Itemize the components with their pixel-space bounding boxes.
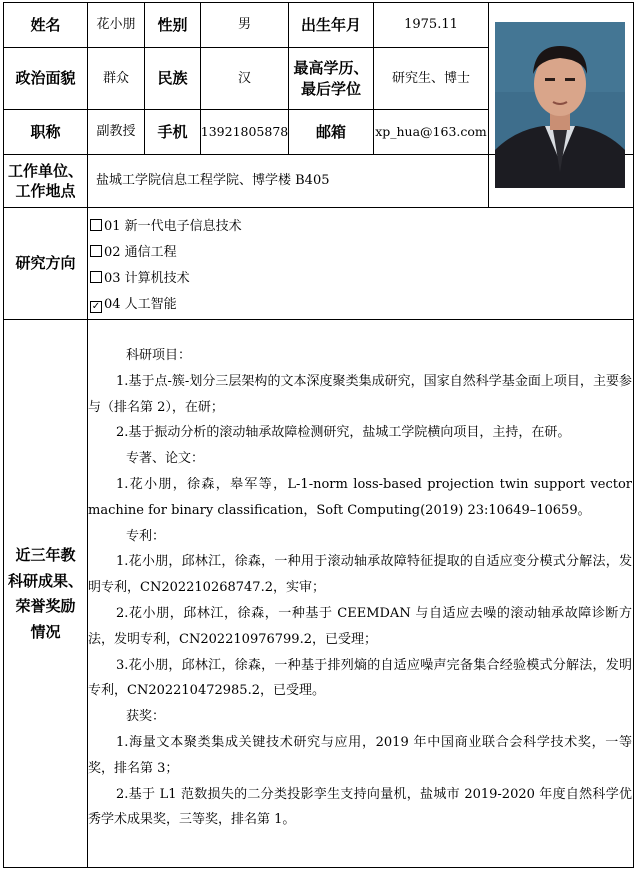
awards-heading: 获奖： [126,709,166,725]
research-item-2 [90,241,177,260]
patent-item: 3.花小朋，邱林江，徐森，一种基于排列熵的自适应噪声完备集合经验模式分解法，发明专利，CN202210472985.2，已受理。 [88,657,632,699]
award-item: 2.基于 L1 范数损失的二分类投影孪生支持向量机，盐城市 2019-2020 年度自然科学优秀学术成果奖，三等奖，排名第 1。 [88,786,632,828]
project-item: 2.基于振动分析的滚动轴承故障检测研究，盐城工学院横向项目，主持，在研。 [116,425,571,441]
portrait-photo [495,22,625,188]
politics-value: 群众 [102,70,129,86]
research-item-4 [90,293,177,313]
research-item-1 [90,215,242,234]
degree-label [289,48,373,109]
projects-heading: 科研项目： [126,348,192,363]
email-label: 邮箱 [315,122,346,141]
row-divider [3,207,634,208]
ethnicity-value: 汉 [237,70,251,86]
research-item-3 [90,267,190,286]
ethnicity-label: 民族 [157,69,188,88]
checked-checkbox-icon: ✓ [91,301,101,312]
birth-label: 出生年月 [300,15,361,34]
checkbox-icon [90,245,102,257]
workplace-label [4,155,87,207]
achievements-label-line4: 情况 [30,622,61,641]
award-item: 1.海量文本聚类集成关键技术研究与应用，2019 年中国商业联合会科学技术奖，一等奖，排名第 3； [88,734,632,776]
achievements-label-line3: 荣誉奖励 [15,597,76,615]
table-border-bottom [3,867,634,868]
gender-value: 男 [237,17,251,33]
degree-label-line1: 最高学历、 [293,59,369,78]
research-label: 研究方向 [15,254,76,273]
achievements-label [4,320,87,868]
name-label: 姓名 [30,15,61,34]
paper-item: 1.花小朋，徐森，皋军等，L-1-norm loss-based projection twin support vector machine for binary classification，Soft Computing(2019) 23:10649–10659。 [88,476,632,518]
research-item-text: 02 通信工程 [104,245,177,260]
workplace-label-line2: 工作地点 [15,182,76,200]
degree-value: 研究生、博士 [391,70,470,86]
phone-label: 手机 [157,122,188,141]
project-item: 1.基于点-簇-划分三层架构的文本深度聚类集成研究，国家自然科学基金面上项目，主要参与（排名第 2），在研； [88,373,632,415]
row-divider [3,319,634,320]
title-value: 副教授 [96,124,136,140]
phone-value: 13921805878 [200,123,289,139]
achievements-content [88,343,632,833]
achievements-label-line2: 科研成果、 [7,571,83,590]
title-label: 职称 [30,122,61,141]
achievements-label-line1: 近三年教 [15,546,76,564]
degree-label-line2: 最后学位 [300,79,361,98]
gender-label: 性别 [157,15,188,34]
research-item-text: 03 计算机技术 [104,271,190,286]
table-border-right [633,2,634,868]
workplace-value: 盐城工学院信息工程学院、博学楼 B405 [96,173,330,189]
papers-heading: 专著、论文： [126,451,205,467]
checkbox-icon [90,219,102,231]
workplace-label-line1: 工作单位、 [7,161,83,180]
name-value: 花小朋 [96,17,136,33]
patent-item: 2.花小朋，邱林江，徐森，一种基于 CEEMDAN 与自适应去噪的滚动轴承故障诊断方法，发明专利，CN202210976799.2，已受理； [88,605,632,647]
checkbox-icon [90,271,102,283]
email-value: xp_hua@163.com [375,123,487,139]
patent-item: 1.花小朋，邱林江，徐森，一种用于滚动轴承故障特征提取的自适应变分模式分解法，发明专利，CN202210268747.2，实审； [88,554,632,596]
research-item-text: 01 新一代电子信息技术 [104,219,242,234]
patents-heading: 专利： [126,528,166,544]
politics-label: 政治面貌 [15,69,76,88]
research-item-text: 04 人工智能 [104,297,177,312]
birth-value: 1975.11 [404,17,458,33]
